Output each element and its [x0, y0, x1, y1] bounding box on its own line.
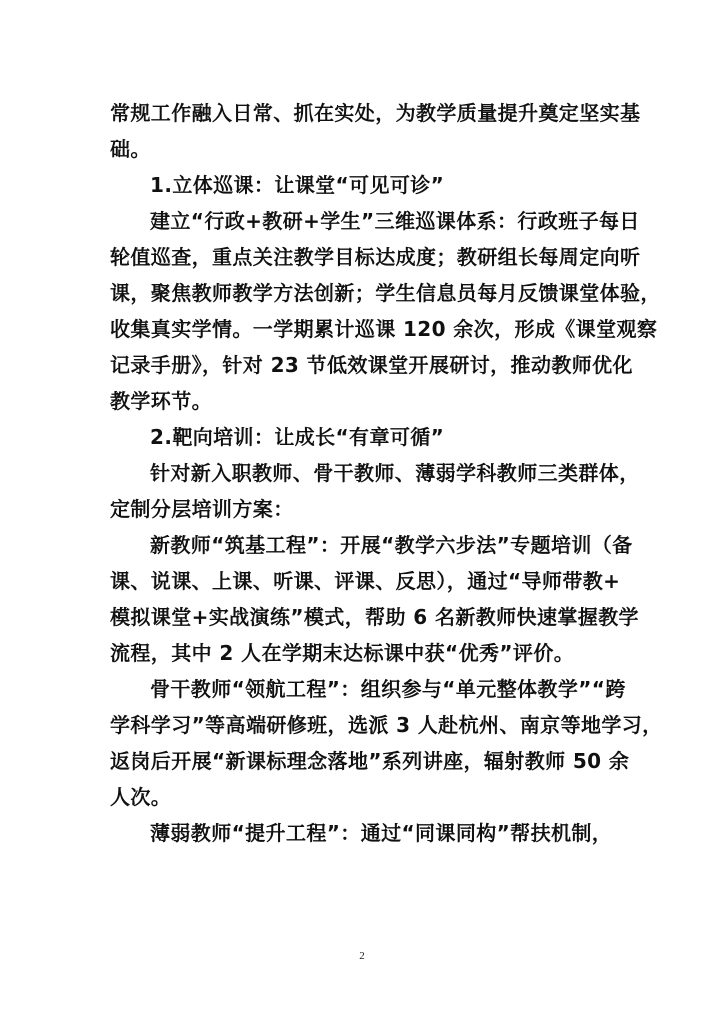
- text-line: 础。: [110, 137, 151, 161]
- text-line: 定制分层培训方案：: [110, 497, 294, 521]
- text-line: 针对新入职教师、骨干教师、薄弱学科教师三类群体，: [150, 461, 640, 485]
- document-body: [110, 95, 663, 851]
- page-number: 2: [359, 950, 365, 962]
- text-line: 人次。: [110, 785, 172, 809]
- text-line: 返岗后开展“新课标理念落地”系列讲座，辐射教师 50 余: [110, 749, 630, 773]
- text-line: 新教师“筑基工程”：开展“教学六步法”专题培训（备: [150, 533, 633, 557]
- text-line: 课、说课、上课、听课、评课、反思），通过“导师带教+: [110, 569, 621, 593]
- text-line: 1.立体巡课：让课堂“可见可诊”: [150, 173, 445, 197]
- text-line: 2.靶向培训：让成长“有章可循”: [150, 425, 445, 449]
- text-line: 常规工作融入日常、抓在实处，为教学质量提升奠定坚实基: [110, 101, 641, 125]
- text-line: 流程，其中 2 人在学期末达标课中获“优秀”评价。: [110, 641, 575, 665]
- text-line: 学科学习”等高端研修班，选派 3 人赴杭州、南京等地学习，: [110, 713, 663, 737]
- text-line: 轮值巡查，重点关注教学目标达成度；教研组长每周定向听: [110, 245, 641, 269]
- text-line: 课，聚焦教师教学方法创新；学生信息员每月反馈课堂体验，: [110, 281, 661, 305]
- text-line: 骨干教师“领航工程”：组织参与“单元整体教学”“跨: [150, 677, 626, 701]
- text-line: 建立“行政+教研+学生”三维巡课体系：行政班子每日: [150, 209, 640, 233]
- text-line: 记录手册》，针对 23 节低效课堂开展研讨，推动教师优化: [110, 353, 633, 377]
- text-line: 薄弱教师“提升工程”：通过“同课同构”帮扶机制，: [150, 821, 613, 845]
- text-line: 教学环节。: [110, 389, 212, 413]
- text-line: 收集真实学情。一学期累计巡课 120 余次，形成《课堂观察: [110, 317, 658, 341]
- text-line: 模拟课堂+实战演练”模式，帮助 6 名新教师快速掌握教学: [110, 605, 639, 629]
